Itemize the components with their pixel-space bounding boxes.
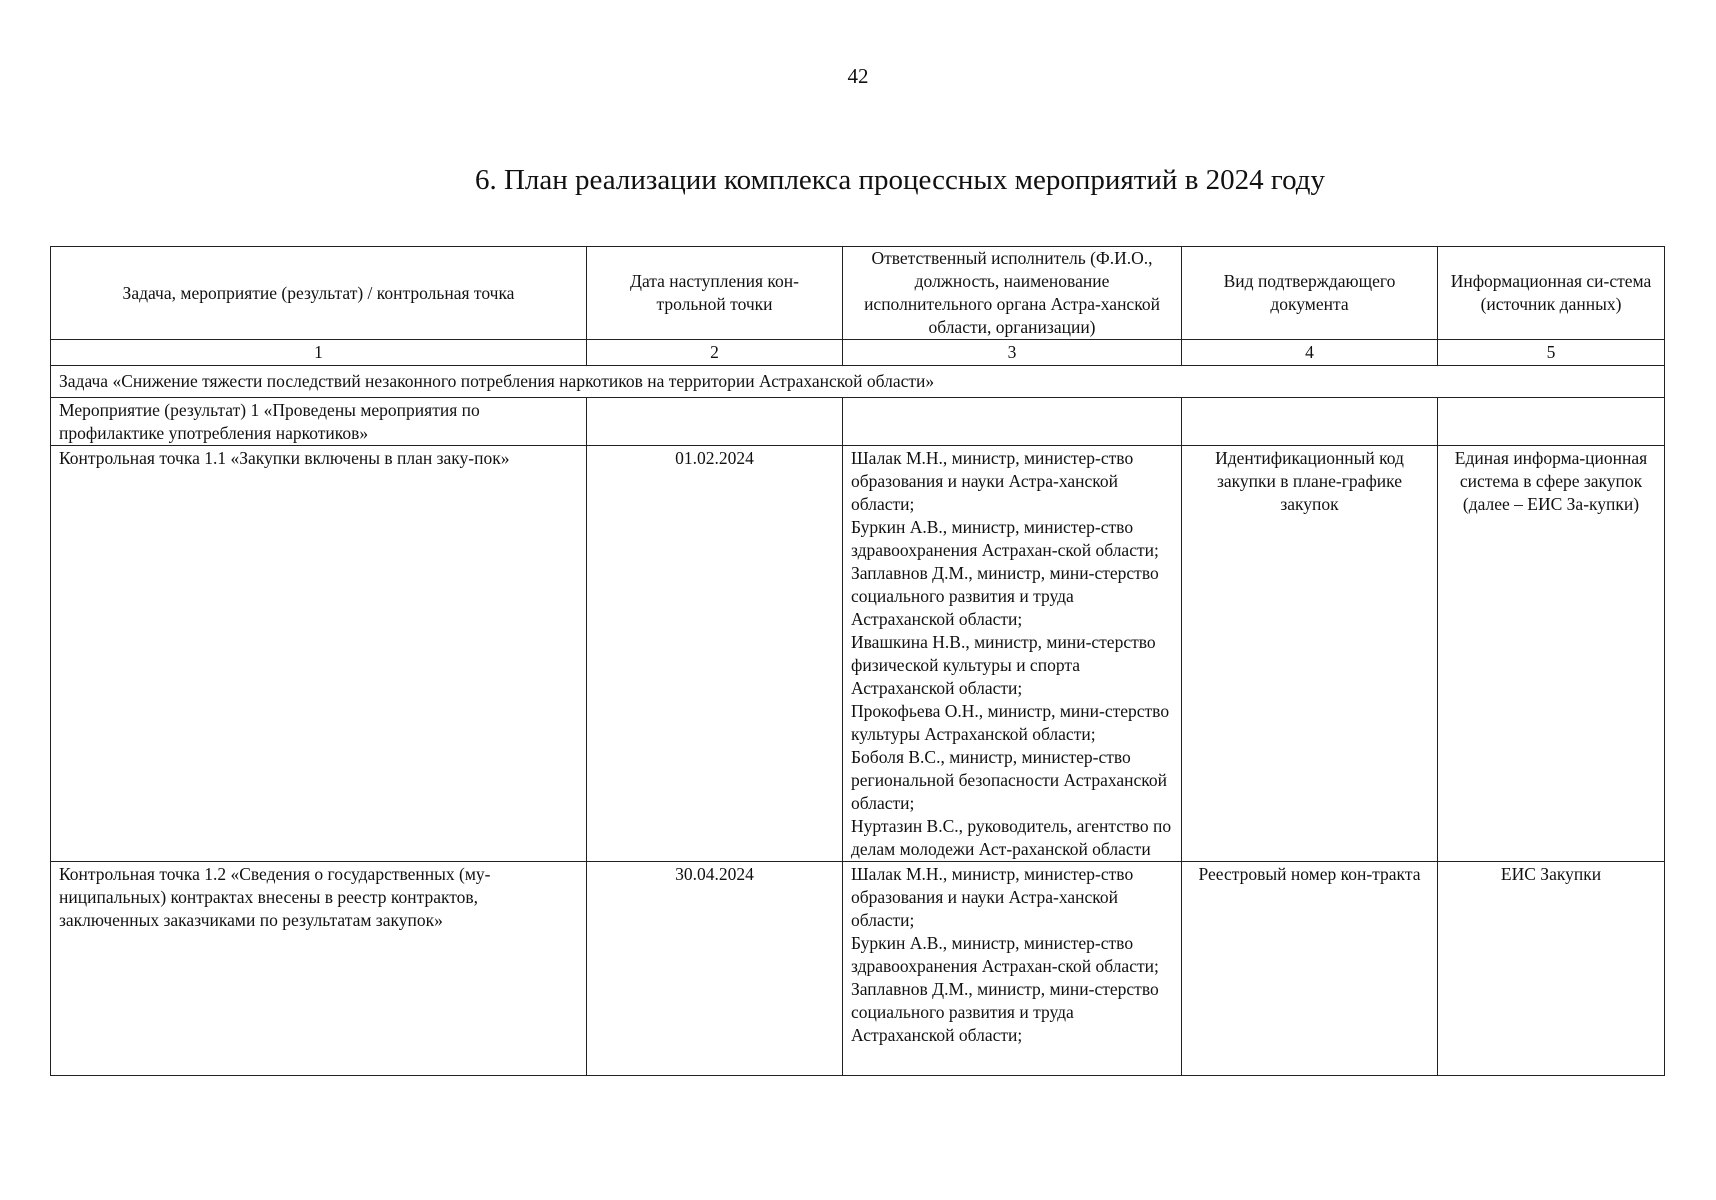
responsible-entry: Боболя В.С., министр, министер-ство региональной безопасности Астраханской области; — [851, 747, 1167, 813]
empty-cell — [843, 398, 1182, 446]
checkpoint-row — [51, 862, 1665, 1076]
empty-cell — [587, 398, 843, 446]
responsible-entry: Буркин А.В., министр, министер-ство здравоохранения Астрахан-ской области; — [851, 933, 1159, 976]
checkpoint-system: Единая информа-ционная система в сфере закупок (далее – ЕИС За-купки) — [1438, 446, 1665, 862]
checkpoint-system: ЕИС Закупки — [1438, 862, 1665, 1076]
plan-table — [50, 246, 1665, 1076]
checkpoint-date: 30.04.2024 — [587, 862, 843, 1076]
responsible-entry: Буркин А.В., министр, министер-ство здравоохранения Астрахан-ской области; — [851, 517, 1159, 560]
header-responsible: Ответственный исполнитель (Ф.И.О., должность, наименование исполнительного органа Астра-ханской области, организации) — [843, 247, 1182, 340]
event-row — [51, 398, 1665, 446]
empty-cell — [1182, 398, 1438, 446]
column-number-row — [51, 340, 1665, 366]
column-number: 4 — [1182, 340, 1438, 366]
checkpoint-responsible — [843, 446, 1182, 862]
checkpoint-document: Идентификационный код закупки в плане-графике закупок — [1182, 446, 1438, 862]
empty-cell — [1438, 398, 1665, 446]
page-number: 42 — [847, 64, 869, 88]
header-date: Дата наступления кон-трольной точки — [587, 247, 843, 340]
responsible-entry: Шалак М.Н., министр, министер-ство образования и науки Астра-ханской области; — [851, 864, 1134, 930]
checkpoint-document: Реестровый номер кон-тракта — [1182, 862, 1438, 1076]
responsible-entry: Заплавнов Д.М., министр, мини-стерство социального развития и труда Астраханской области; — [851, 563, 1159, 629]
task-row — [51, 366, 1665, 398]
responsible-entry: Нуртазин В.С., руководитель, агентство по делам молодежи Аст-раханской области — [851, 816, 1172, 859]
header-system: Информационная си-стема (источник данных) — [1438, 247, 1665, 340]
checkpoint-name: Контрольная точка 1.1 «Закупки включены в план заку-пок» — [51, 446, 587, 862]
responsible-entry: Шалак М.Н., министр, министер-ство образования и науки Астра-ханской области; — [851, 448, 1134, 514]
page-title: 6. План реализации комплекса процессных мероприятий в 2024 году — [474, 164, 1325, 196]
event-cell: Мероприятие (результат) 1 «Проведены мероприятия по профилактике употребления наркотиков» — [51, 398, 587, 446]
task-cell: Задача «Снижение тяжести последствий незаконного потребления наркотиков на территории Астраханской области» — [51, 366, 1665, 398]
column-number: 1 — [51, 340, 587, 366]
column-number: 2 — [587, 340, 843, 366]
checkpoint-responsible — [843, 862, 1182, 1076]
column-number: 3 — [843, 340, 1182, 366]
header-task: Задача, мероприятие (результат) / контрольная точка — [51, 247, 587, 340]
responsible-entry: Ивашкина Н.В., министр, мини-стерство физической культуры и спорта Астраханской области; — [851, 632, 1156, 698]
responsible-entry: Заплавнов Д.М., министр, мини-стерство социального развития и труда Астраханской области; — [851, 979, 1159, 1045]
responsible-entry: Прокофьева О.Н., министр, мини-стерство культуры Астраханской области; — [851, 701, 1170, 744]
column-number: 5 — [1438, 340, 1665, 366]
checkpoint-date: 01.02.2024 — [587, 446, 843, 862]
checkpoint-row — [51, 446, 1665, 862]
header-document: Вид подтверждающего документа — [1182, 247, 1438, 340]
checkpoint-name: Контрольная точка 1.2 «Сведения о государственных (му-ниципальных) контрактах внесены в реестр контрактов, заключенных заказчиками по результатам закупок» — [51, 862, 587, 1076]
table-header-row — [51, 247, 1665, 340]
